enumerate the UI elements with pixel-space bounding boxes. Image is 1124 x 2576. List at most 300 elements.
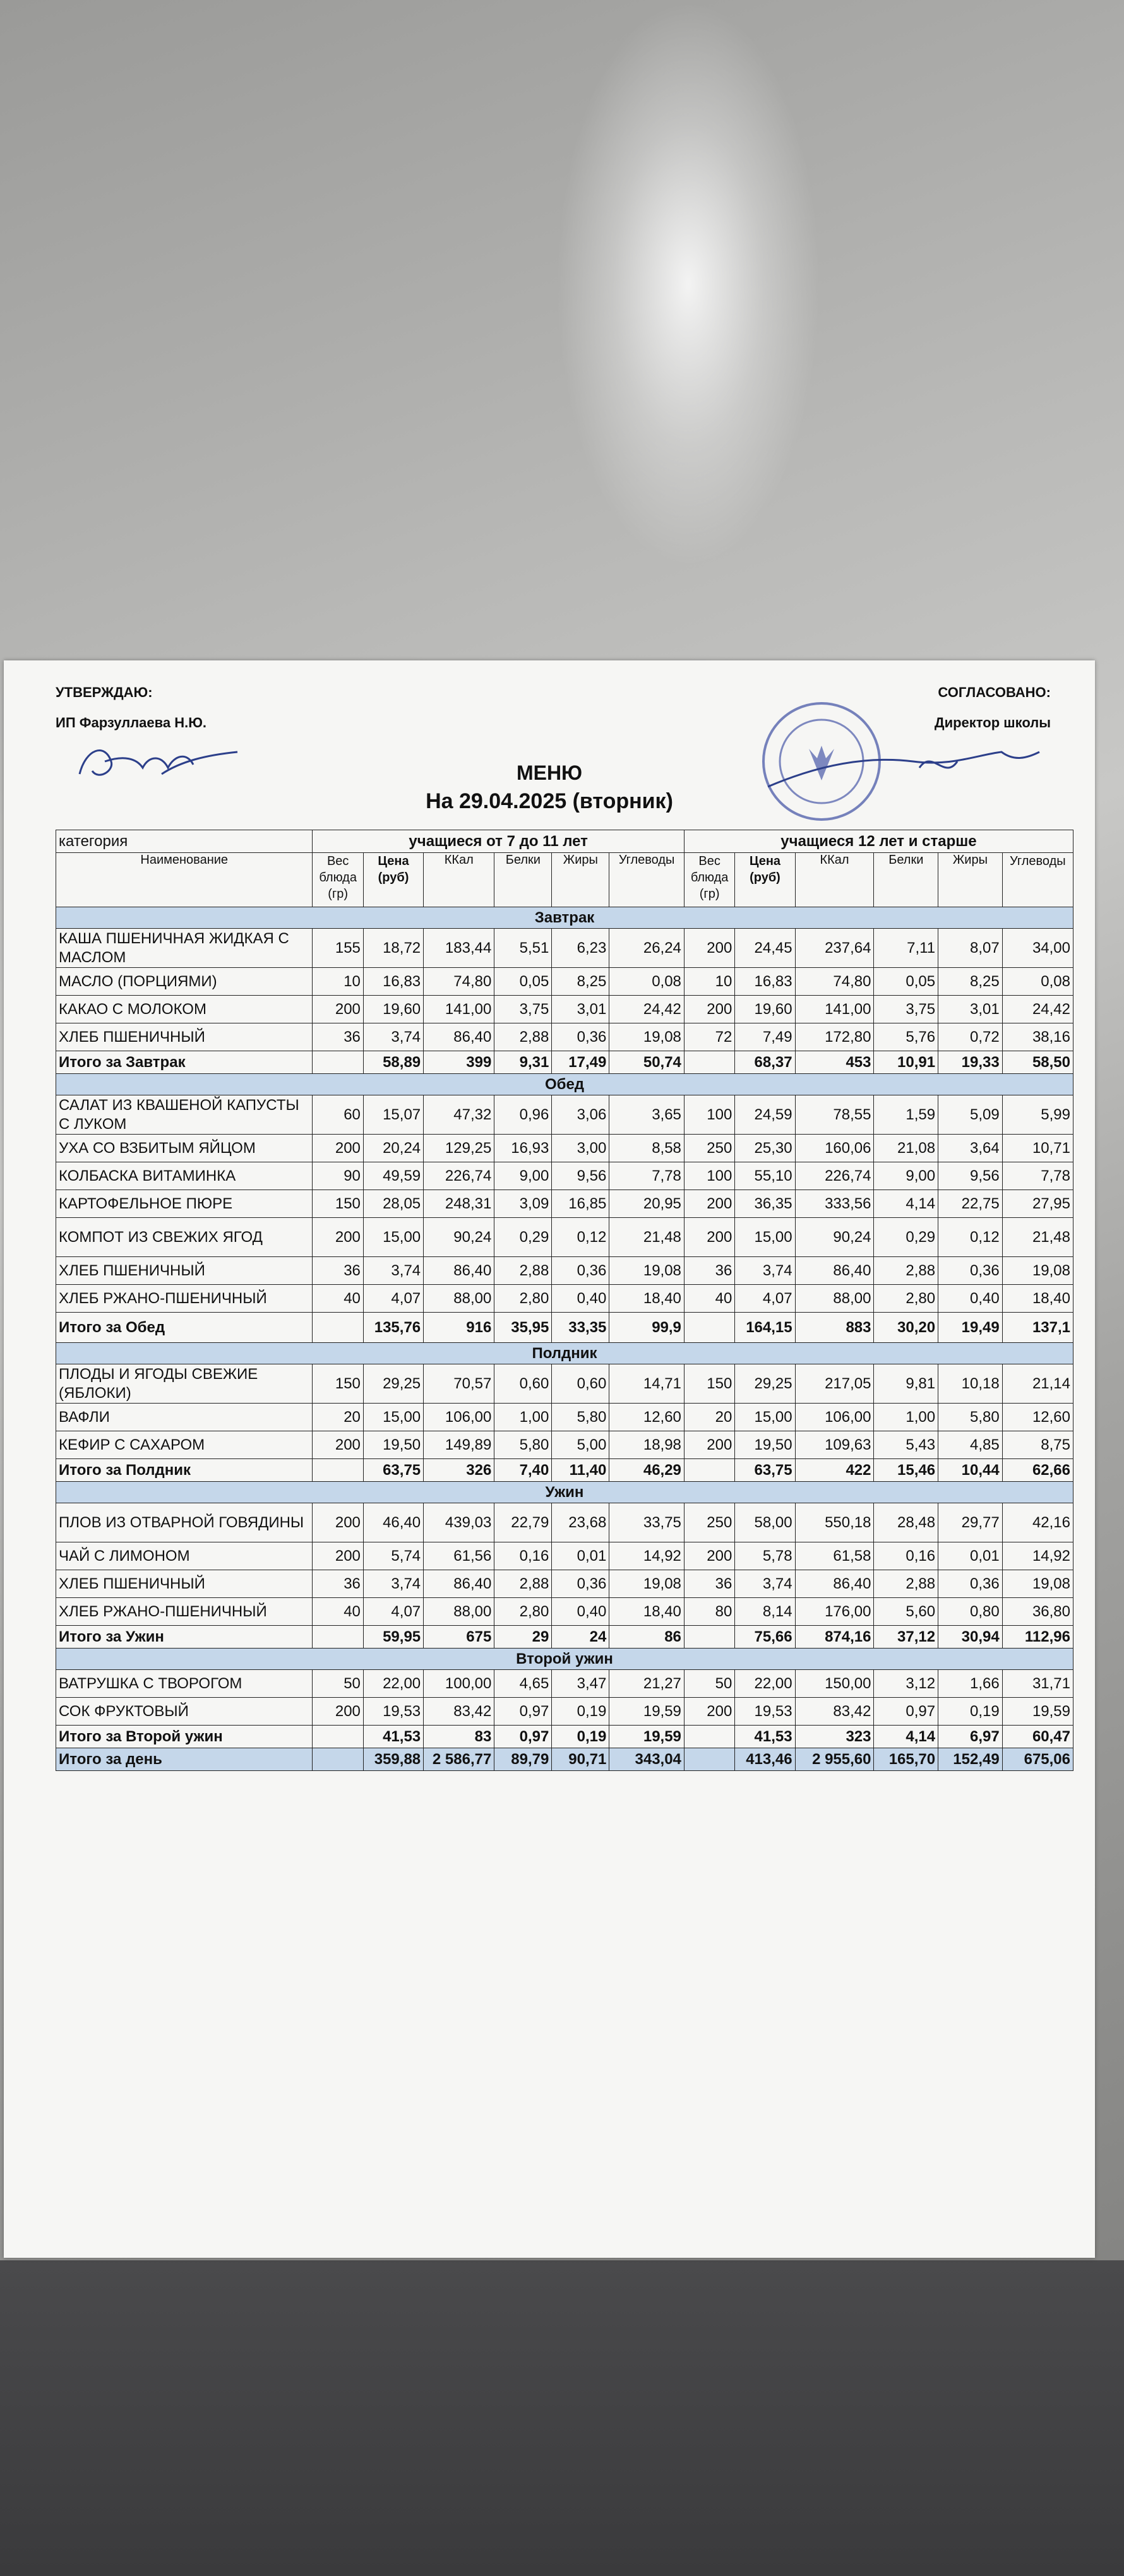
- table-row: [56, 1670, 1073, 1698]
- cell-value: 58,50: [1002, 1051, 1073, 1074]
- cell-value: 200: [313, 1698, 363, 1726]
- cell-value: 250: [684, 1135, 734, 1162]
- cell-value: 200: [684, 1218, 734, 1257]
- cell-value: 150,00: [795, 1670, 874, 1698]
- cell-value: 17,49: [552, 1051, 609, 1074]
- cell-value: 0,01: [938, 1542, 1003, 1570]
- cell-value: 9,56: [552, 1162, 609, 1190]
- cell-value: 34,00: [1002, 929, 1073, 968]
- cell-value: 33,35: [552, 1313, 609, 1343]
- cell-value: [313, 1051, 363, 1074]
- cell-value: 323: [795, 1726, 874, 1748]
- cell-value: 47,32: [424, 1095, 494, 1135]
- cell-value: 250: [684, 1503, 734, 1542]
- group-old: учащиеся 12 лет и старше: [684, 830, 1073, 853]
- dish-name: Итого за день: [56, 1748, 313, 1771]
- cell-value: 21,48: [1002, 1218, 1073, 1257]
- cell-value: 22,00: [363, 1670, 423, 1698]
- cell-value: 5,76: [874, 1023, 938, 1051]
- cell-value: 2,80: [874, 1285, 938, 1313]
- cell-value: 12,60: [609, 1404, 685, 1431]
- cell-value: 15,46: [874, 1459, 938, 1482]
- cell-value: 0,36: [552, 1023, 609, 1051]
- cell-value: 5,78: [735, 1542, 795, 1570]
- cell-value: 3,09: [494, 1190, 552, 1218]
- menu-table: [56, 830, 1073, 1771]
- cell-value: 63,75: [735, 1459, 795, 1482]
- agreed-label: СОГЛАСОВАНО:: [938, 684, 1051, 700]
- dish-name: КЕФИР С САХАРОМ: [56, 1431, 313, 1459]
- col-fat: Жиры: [552, 853, 609, 907]
- cell-value: 40: [313, 1598, 363, 1626]
- cell-value: 36,35: [735, 1190, 795, 1218]
- cell-value: 19,08: [1002, 1570, 1073, 1598]
- cell-value: 62,66: [1002, 1459, 1073, 1482]
- cell-value: 7,49: [735, 1023, 795, 1051]
- cell-value: 35,95: [494, 1313, 552, 1343]
- cell-value: 90,71: [552, 1748, 609, 1771]
- group-young: учащиеся от 7 до 11 лет: [313, 830, 684, 853]
- cell-value: 0,29: [494, 1218, 552, 1257]
- cell-value: [313, 1726, 363, 1748]
- cell-value: 217,05: [795, 1364, 874, 1404]
- cell-value: 200: [684, 929, 734, 968]
- cell-value: 68,37: [735, 1051, 795, 1074]
- cell-value: 2 586,77: [424, 1748, 494, 1771]
- cell-value: 5,51: [494, 929, 552, 968]
- cell-value: 0,96: [494, 1095, 552, 1135]
- cell-value: 4,14: [874, 1190, 938, 1218]
- cell-value: 78,55: [795, 1095, 874, 1135]
- cell-value: 4,14: [874, 1726, 938, 1748]
- approved-by: ИП Фарзуллаева Н.Ю.: [56, 715, 207, 730]
- cell-value: 90,24: [424, 1218, 494, 1257]
- cell-value: 5,60: [874, 1598, 938, 1626]
- cell-value: 200: [684, 996, 734, 1023]
- cell-value: 7,11: [874, 929, 938, 968]
- cell-value: 86,40: [424, 1570, 494, 1598]
- cell-value: 24: [552, 1626, 609, 1649]
- dish-name: ПЛОДЫ И ЯГОДЫ СВЕЖИЕ (ЯБЛОКИ): [56, 1364, 313, 1404]
- cell-value: 6,97: [938, 1726, 1003, 1748]
- cell-value: 88,00: [424, 1285, 494, 1313]
- category-label: категория: [56, 830, 313, 853]
- cell-value: 19,60: [735, 996, 795, 1023]
- dish-name: ВАФЛИ: [56, 1404, 313, 1431]
- light-glare: [556, 0, 821, 568]
- cell-value: 24,42: [1002, 996, 1073, 1023]
- cell-value: 3,47: [552, 1670, 609, 1698]
- cell-value: 3,74: [363, 1257, 423, 1285]
- table-row: [56, 1135, 1073, 1162]
- cell-value: 25,30: [735, 1135, 795, 1162]
- cell-value: 3,06: [552, 1095, 609, 1135]
- cell-value: 16,83: [363, 968, 423, 996]
- cell-value: 83: [424, 1726, 494, 1748]
- cell-value: [313, 1748, 363, 1771]
- dish-name: КАША ПШЕНИЧНАЯ ЖИДКАЯ С МАСЛОМ: [56, 929, 313, 968]
- table-row: [56, 996, 1073, 1023]
- cell-value: 164,15: [735, 1313, 795, 1343]
- cell-value: 15,00: [735, 1404, 795, 1431]
- cell-value: 8,25: [938, 968, 1003, 996]
- cell-value: 19,50: [363, 1431, 423, 1459]
- cell-value: 14,92: [609, 1542, 685, 1570]
- cell-value: 18,98: [609, 1431, 685, 1459]
- cell-value: 15,00: [363, 1404, 423, 1431]
- cell-value: 18,72: [363, 929, 423, 968]
- day-total-row: [56, 1748, 1073, 1771]
- cell-value: 200: [684, 1542, 734, 1570]
- cell-value: 200: [313, 1542, 363, 1570]
- cell-value: 58,89: [363, 1051, 423, 1074]
- cell-value: 3,01: [938, 996, 1003, 1023]
- cell-value: 86,40: [795, 1257, 874, 1285]
- cell-value: 112,96: [1002, 1626, 1073, 1649]
- cell-value: 19,08: [609, 1257, 685, 1285]
- cell-value: 3,75: [494, 996, 552, 1023]
- col-weight-2: Вес блюда (гр): [684, 853, 734, 907]
- cell-value: 0,40: [552, 1285, 609, 1313]
- cell-value: 106,00: [795, 1404, 874, 1431]
- cell-value: 5,80: [494, 1431, 552, 1459]
- cell-value: 36,80: [1002, 1598, 1073, 1626]
- cell-value: [684, 1313, 734, 1343]
- cell-value: 333,56: [795, 1190, 874, 1218]
- col-protein: Белки: [494, 853, 552, 907]
- cell-value: 200: [684, 1190, 734, 1218]
- cell-value: 5,09: [938, 1095, 1003, 1135]
- col-price: Цена (руб): [363, 853, 423, 907]
- cell-value: 9,81: [874, 1364, 938, 1404]
- cell-value: 0,36: [552, 1257, 609, 1285]
- cell-value: 0,12: [552, 1218, 609, 1257]
- cell-value: 8,07: [938, 929, 1003, 968]
- cell-value: 19,08: [609, 1570, 685, 1598]
- cell-value: 0,36: [938, 1257, 1003, 1285]
- cell-value: 3,74: [363, 1570, 423, 1598]
- cell-value: 49,59: [363, 1162, 423, 1190]
- menu-date: На 29.04.2025 (вторник): [426, 789, 673, 813]
- cell-value: 21,27: [609, 1670, 685, 1698]
- cell-value: 20: [313, 1404, 363, 1431]
- cell-value: 9,56: [938, 1162, 1003, 1190]
- section-title: Ужин: [56, 1482, 1073, 1503]
- cell-value: 29,77: [938, 1503, 1003, 1542]
- cell-value: 248,31: [424, 1190, 494, 1218]
- cell-value: 9,00: [494, 1162, 552, 1190]
- cell-value: 74,80: [795, 968, 874, 996]
- cell-value: 2,88: [494, 1257, 552, 1285]
- cell-value: 19,59: [609, 1726, 685, 1748]
- cell-value: 2,80: [494, 1598, 552, 1626]
- cell-value: 4,07: [363, 1285, 423, 1313]
- table-row: [56, 1431, 1073, 1459]
- cell-value: 916: [424, 1313, 494, 1343]
- cell-value: 0,97: [874, 1698, 938, 1726]
- cell-value: 165,70: [874, 1748, 938, 1771]
- cell-value: 160,06: [795, 1135, 874, 1162]
- cell-value: 28,05: [363, 1190, 423, 1218]
- cell-value: 36: [313, 1570, 363, 1598]
- cell-value: 3,74: [363, 1023, 423, 1051]
- cell-value: 36: [684, 1257, 734, 1285]
- cell-value: 11,40: [552, 1459, 609, 1482]
- cell-value: 28,48: [874, 1503, 938, 1542]
- cell-value: 31,71: [1002, 1670, 1073, 1698]
- cell-value: 7,40: [494, 1459, 552, 1482]
- cell-value: 5,99: [1002, 1095, 1073, 1135]
- cell-value: 23,68: [552, 1503, 609, 1542]
- dish-name: ЧАЙ С ЛИМОНОМ: [56, 1542, 313, 1570]
- table-row: [56, 1257, 1073, 1285]
- table-row: [56, 1162, 1073, 1190]
- cell-value: 343,04: [609, 1748, 685, 1771]
- cell-value: 46,29: [609, 1459, 685, 1482]
- cell-value: 2,80: [494, 1285, 552, 1313]
- section-header: [56, 1482, 1073, 1503]
- cell-value: 89,79: [494, 1748, 552, 1771]
- cell-value: 100: [684, 1095, 734, 1135]
- dish-name: МАСЛО (ПОРЦИЯМИ): [56, 968, 313, 996]
- cell-value: 10,71: [1002, 1135, 1073, 1162]
- cell-value: 439,03: [424, 1503, 494, 1542]
- cell-value: 0,80: [938, 1598, 1003, 1626]
- cell-value: 2,88: [874, 1570, 938, 1598]
- dish-name: КАРТОФЕЛЬНОЕ ПЮРЕ: [56, 1190, 313, 1218]
- table-row: [56, 1190, 1073, 1218]
- cell-value: 22,00: [735, 1670, 795, 1698]
- floor-background: [0, 2260, 1124, 2576]
- cell-value: 10: [684, 968, 734, 996]
- cell-value: [313, 1626, 363, 1649]
- cell-value: 16,83: [735, 968, 795, 996]
- cell-value: 3,64: [938, 1135, 1003, 1162]
- cell-value: 1,00: [494, 1404, 552, 1431]
- cell-value: 0,40: [938, 1285, 1003, 1313]
- cell-value: 33,75: [609, 1503, 685, 1542]
- cell-value: 24,42: [609, 996, 685, 1023]
- cell-value: 22,79: [494, 1503, 552, 1542]
- cell-value: 1,66: [938, 1670, 1003, 1698]
- cell-value: [684, 1051, 734, 1074]
- cell-value: 150: [313, 1190, 363, 1218]
- cell-value: 129,25: [424, 1135, 494, 1162]
- cell-value: 15,07: [363, 1095, 423, 1135]
- cell-value: 10: [313, 968, 363, 996]
- cell-value: 2 955,60: [795, 1748, 874, 1771]
- table-row: [56, 1503, 1073, 1542]
- cell-value: 41,53: [363, 1726, 423, 1748]
- dish-name: Итого за Ужин: [56, 1626, 313, 1649]
- section-total-row: [56, 1459, 1073, 1482]
- cell-value: 21,08: [874, 1135, 938, 1162]
- cell-value: 9,31: [494, 1051, 552, 1074]
- cell-value: 18,40: [609, 1598, 685, 1626]
- cell-value: 200: [313, 1218, 363, 1257]
- cell-value: 74,80: [424, 968, 494, 996]
- cell-value: 100,00: [424, 1670, 494, 1698]
- cell-value: 4,65: [494, 1670, 552, 1698]
- agreed-by: Директор школы: [934, 715, 1051, 730]
- cell-value: 21,48: [609, 1218, 685, 1257]
- table-row: [56, 929, 1073, 968]
- col-protein-2: Белки: [874, 853, 938, 907]
- cell-value: 19,08: [609, 1023, 685, 1051]
- cell-value: 0,16: [874, 1542, 938, 1570]
- cell-value: 0,60: [494, 1364, 552, 1404]
- cell-value: 0,60: [552, 1364, 609, 1404]
- cell-value: 152,49: [938, 1748, 1003, 1771]
- table-row: [56, 1542, 1073, 1570]
- cell-value: 137,1: [1002, 1313, 1073, 1343]
- cell-value: 237,64: [795, 929, 874, 968]
- cell-value: 399: [424, 1051, 494, 1074]
- cell-value: 15,00: [735, 1218, 795, 1257]
- dish-name: ХЛЕБ РЖАНО-ПШЕНИЧНЫЙ: [56, 1598, 313, 1626]
- cell-value: 8,25: [552, 968, 609, 996]
- cell-value: 176,00: [795, 1598, 874, 1626]
- cell-value: 15,00: [363, 1218, 423, 1257]
- cell-value: 86,40: [424, 1257, 494, 1285]
- dish-name: УХА СО ВЗБИТЫМ ЯЙЦОМ: [56, 1135, 313, 1162]
- cell-value: 83,42: [424, 1698, 494, 1726]
- table-row: [56, 1095, 1073, 1135]
- cell-value: 422: [795, 1459, 874, 1482]
- cell-value: 4,07: [363, 1598, 423, 1626]
- cell-value: 86,40: [424, 1023, 494, 1051]
- cell-value: 16,85: [552, 1190, 609, 1218]
- col-carbs: Углеводы: [609, 853, 685, 907]
- cell-value: 50: [684, 1670, 734, 1698]
- cell-value: 3,01: [552, 996, 609, 1023]
- cell-value: 874,16: [795, 1626, 874, 1649]
- cell-value: 50: [313, 1670, 363, 1698]
- cell-value: 37,12: [874, 1626, 938, 1649]
- cell-value: 46,40: [363, 1503, 423, 1542]
- cell-value: 0,97: [494, 1726, 552, 1748]
- cell-value: [684, 1726, 734, 1748]
- cell-value: 226,74: [424, 1162, 494, 1190]
- col-fat-2: Жиры: [938, 853, 1003, 907]
- cell-value: 141,00: [795, 996, 874, 1023]
- col-kcal-2: ККал: [795, 853, 874, 907]
- cell-value: 20,95: [609, 1190, 685, 1218]
- cell-value: 4,07: [735, 1285, 795, 1313]
- cell-value: 41,53: [735, 1726, 795, 1748]
- dish-name: ВАТРУШКА С ТВОРОГОМ: [56, 1670, 313, 1698]
- cell-value: 2,88: [494, 1023, 552, 1051]
- cell-value: 4,85: [938, 1431, 1003, 1459]
- cell-value: 99,9: [609, 1313, 685, 1343]
- cell-value: 19,60: [363, 996, 423, 1023]
- cell-value: 19,59: [1002, 1698, 1073, 1726]
- cell-value: 75,66: [735, 1626, 795, 1649]
- cell-value: 20: [684, 1404, 734, 1431]
- cell-value: 413,46: [735, 1748, 795, 1771]
- cell-value: 200: [684, 1431, 734, 1459]
- cell-value: 14,71: [609, 1364, 685, 1404]
- cell-value: 2,88: [494, 1570, 552, 1598]
- cell-value: 50,74: [609, 1051, 685, 1074]
- dish-name: Итого за Полдник: [56, 1459, 313, 1482]
- cell-value: 7,78: [1002, 1162, 1073, 1190]
- section-header: [56, 907, 1073, 929]
- dish-name: ХЛЕБ ПШЕНИЧНЫЙ: [56, 1023, 313, 1051]
- column-header-row: [56, 853, 1073, 907]
- section-title: Полдник: [56, 1343, 1073, 1364]
- cell-value: 675,06: [1002, 1748, 1073, 1771]
- cell-value: 0,01: [552, 1542, 609, 1570]
- col-carbs-2: Углеводы: [1002, 853, 1073, 907]
- dish-name: САЛАТ ИЗ КВАШЕНОЙ КАПУСТЫ С ЛУКОМ: [56, 1095, 313, 1135]
- table-row: [56, 1698, 1073, 1726]
- menu-title: МЕНЮ: [516, 761, 583, 784]
- table-row: [56, 968, 1073, 996]
- cell-value: 0,72: [938, 1023, 1003, 1051]
- cell-value: 59,95: [363, 1626, 423, 1649]
- cell-value: 90: [313, 1162, 363, 1190]
- cell-value: 5,80: [552, 1404, 609, 1431]
- table-row: [56, 1285, 1073, 1313]
- cell-value: 0,40: [552, 1598, 609, 1626]
- cell-value: 10,91: [874, 1051, 938, 1074]
- cell-value: 453: [795, 1051, 874, 1074]
- section-total-row: [56, 1726, 1073, 1748]
- table-row: [56, 1570, 1073, 1598]
- cell-value: 60,47: [1002, 1726, 1073, 1748]
- cell-value: 18,40: [1002, 1285, 1073, 1313]
- cell-value: 29: [494, 1626, 552, 1649]
- cell-value: 8,14: [735, 1598, 795, 1626]
- cell-value: 80: [684, 1598, 734, 1626]
- cell-value: 675: [424, 1626, 494, 1649]
- section-total-row: [56, 1051, 1073, 1074]
- cell-value: 109,63: [795, 1431, 874, 1459]
- cell-value: 183,44: [424, 929, 494, 968]
- cell-value: 30,94: [938, 1626, 1003, 1649]
- menu-sheet: [4, 660, 1095, 2258]
- cell-value: 0,19: [552, 1726, 609, 1748]
- cell-value: 0,19: [552, 1698, 609, 1726]
- cell-value: 19,49: [938, 1313, 1003, 1343]
- cell-value: 0,29: [874, 1218, 938, 1257]
- cell-value: 2,88: [874, 1257, 938, 1285]
- col-weight: Вес блюда (гр): [313, 853, 363, 907]
- cell-value: 200: [313, 1503, 363, 1542]
- cell-value: 72: [684, 1023, 734, 1051]
- section-header: [56, 1074, 1073, 1095]
- cell-value: 5,43: [874, 1431, 938, 1459]
- cell-value: 29,25: [363, 1364, 423, 1404]
- cell-value: 100: [684, 1162, 734, 1190]
- cell-value: 19,08: [1002, 1257, 1073, 1285]
- cell-value: 3,74: [735, 1257, 795, 1285]
- dish-name: КОМПОТ ИЗ СВЕЖИХ ЯГОД: [56, 1218, 313, 1257]
- cell-value: 9,00: [874, 1162, 938, 1190]
- section-title: Обед: [56, 1074, 1073, 1095]
- cell-value: 5,74: [363, 1542, 423, 1570]
- col-name: Наименование: [56, 853, 313, 907]
- cell-value: 0,08: [1002, 968, 1073, 996]
- cell-value: 29,25: [735, 1364, 795, 1404]
- cell-value: 359,88: [363, 1748, 423, 1771]
- cell-value: 24,45: [735, 929, 795, 968]
- cell-value: 16,93: [494, 1135, 552, 1162]
- cell-value: 141,00: [424, 996, 494, 1023]
- group-header-row: [56, 830, 1073, 853]
- cell-value: 70,57: [424, 1364, 494, 1404]
